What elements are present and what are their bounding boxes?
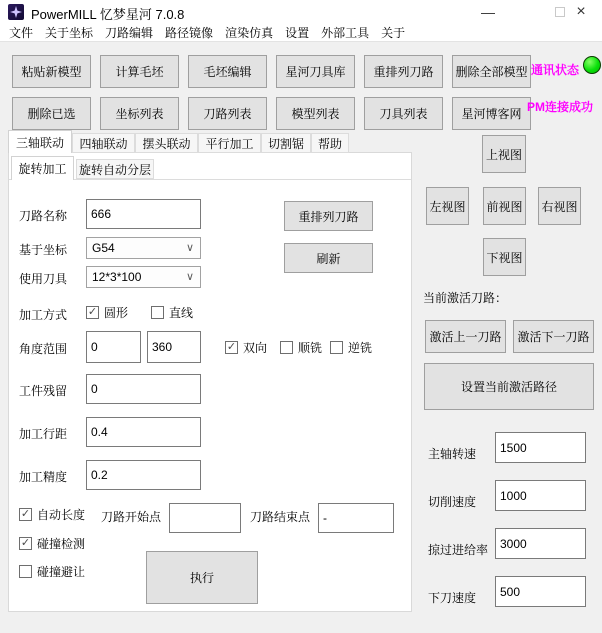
spindle-speed-label: 主轴转速: [428, 447, 477, 461]
tolerance-input[interactable]: [86, 460, 201, 490]
end-point-label: 刀路结束点: [250, 510, 311, 524]
checkbox-icon: [19, 565, 32, 578]
bidirectional-checkbox[interactable]: [225, 339, 267, 356]
spindle-speed-input[interactable]: [495, 432, 586, 463]
minimize-button[interactable]: [476, 0, 500, 24]
paste-new-model-button[interactable]: 粘贴新模型: [12, 55, 91, 88]
tab-content-panel: [8, 152, 412, 612]
stock-edit-button[interactable]: 毛坯编辑: [188, 55, 267, 88]
maximize-icon: [555, 7, 565, 17]
activate-next-toolpath-button[interactable]: 激活下一刀路: [513, 320, 594, 353]
model-list-button[interactable]: 模型列表: [276, 97, 355, 130]
checkbox-icon: [330, 341, 343, 354]
checkbox-icon: [151, 306, 164, 319]
mode-line-checkbox[interactable]: [151, 304, 193, 321]
mode-circle-checkbox[interactable]: [86, 304, 128, 321]
skim-feed-input[interactable]: [495, 528, 586, 559]
menu-coords[interactable]: 关于坐标: [45, 26, 94, 40]
conventional-mill-label: 逆铣: [348, 341, 373, 355]
title-bar: [0, 0, 602, 24]
skim-feed-label: 掠过进给率: [428, 543, 489, 557]
view-top-button[interactable]: 上视图: [482, 135, 526, 173]
mode-circle-label: 圆形: [104, 306, 129, 320]
toolpath-name-label: 刀路名称: [19, 209, 68, 223]
tab-parallel[interactable]: 平行加工: [198, 133, 261, 153]
checkbox-icon: ✓: [87, 306, 98, 318]
subtab-rotary[interactable]: 旋转加工: [11, 156, 74, 180]
execute-button[interactable]: 执行: [146, 551, 258, 604]
plunge-speed-input[interactable]: [495, 576, 586, 607]
toolpath-name-input[interactable]: [86, 199, 201, 229]
end-point-input[interactable]: [318, 503, 394, 533]
climb-mill-checkbox[interactable]: [280, 339, 322, 356]
star-icon: [10, 6, 22, 18]
coord-label: 基于坐标: [19, 243, 68, 257]
angle-range-label: 角度范围: [19, 342, 68, 356]
tab-cutsaw[interactable]: 切割锯: [261, 133, 311, 153]
subtab-rotary-auto-layer[interactable]: 旋转自动分层: [76, 159, 154, 179]
angle-to-input[interactable]: [147, 331, 201, 363]
collision-detect-checkbox[interactable]: [19, 535, 85, 552]
menu-external-tools[interactable]: 外部工具: [321, 26, 370, 40]
menu-render-sim[interactable]: 渲染仿真: [225, 26, 274, 40]
menu-path-mirror[interactable]: 路径镜像: [165, 26, 214, 40]
toolpath-list-button[interactable]: 刀路列表: [188, 97, 267, 130]
collision-detect-label: 碰撞检测: [37, 537, 86, 551]
reorder-toolpath-button[interactable]: 重排列刀路: [284, 201, 373, 231]
chevron-down-icon: ∨: [185, 242, 194, 254]
view-bottom-button[interactable]: 下视图: [483, 238, 526, 276]
set-active-path-button[interactable]: 设置当前激活路径: [424, 363, 594, 410]
tab-4axis[interactable]: 四轴联动: [72, 133, 135, 153]
menu-file[interactable]: 文件: [9, 26, 34, 40]
checkbox-icon: ✓: [20, 537, 31, 549]
delete-all-models-button[interactable]: 删除全部模型: [452, 55, 531, 88]
climb-mill-label: 顺铣: [298, 341, 323, 355]
chevron-down-icon: ∨: [185, 271, 194, 283]
checkbox-icon: ✓: [20, 508, 31, 520]
bidirectional-label: 双向: [243, 341, 268, 355]
plunge-speed-label: 下刀速度: [428, 591, 477, 605]
menu-settings[interactable]: 设置: [285, 26, 310, 40]
tool-list-button[interactable]: 刀具列表: [364, 97, 443, 130]
close-icon: ×: [576, 3, 586, 20]
menu-toolpath-edit[interactable]: 刀路编辑: [105, 26, 154, 40]
auto-length-checkbox[interactable]: [19, 506, 85, 523]
tab-3axis[interactable]: 三轴联动: [8, 130, 72, 153]
menu-bar: [0, 24, 602, 42]
calc-stock-button[interactable]: 计算毛坯: [100, 55, 179, 88]
menu-about[interactable]: 关于: [381, 26, 406, 40]
start-point-input[interactable]: [169, 503, 241, 533]
reorder-toolpaths-button[interactable]: 重排列刀路: [364, 55, 443, 88]
comm-status-label: 通讯状态: [531, 63, 580, 77]
coord-list-button[interactable]: 坐标列表: [100, 97, 179, 130]
checkbox-icon: [280, 341, 293, 354]
stock-input[interactable]: [86, 374, 201, 404]
blog-button[interactable]: 星河博客网: [452, 97, 531, 130]
tool-select[interactable]: [86, 266, 201, 288]
close-button[interactable]: [569, 0, 593, 24]
tool-value: 12*3*100: [92, 270, 142, 284]
coord-value: G54: [92, 241, 115, 255]
collision-avoid-checkbox[interactable]: [19, 563, 85, 580]
checkbox-icon: ✓: [226, 341, 237, 353]
stepover-label: 加工行距: [19, 427, 68, 441]
refresh-button[interactable]: 刷新: [284, 243, 373, 273]
active-toolpath-label: 当前激活刀路：: [423, 291, 508, 305]
cutting-speed-label: 切削速度: [428, 495, 477, 509]
view-front-button[interactable]: 前视图: [483, 187, 526, 225]
collision-avoid-label: 碰撞避让: [37, 565, 86, 579]
mode-label: 加工方式: [19, 308, 68, 322]
delete-selected-button[interactable]: 删除已选: [12, 97, 91, 130]
view-right-button[interactable]: 右视图: [538, 187, 581, 225]
tab-help[interactable]: 帮助: [311, 133, 349, 153]
tab-swivel[interactable]: 摆头联动: [135, 133, 198, 153]
mode-line-label: 直线: [169, 306, 194, 320]
app-icon: [8, 4, 24, 20]
pm-connect-status-label: PM连接成功: [527, 100, 594, 114]
start-point-label: 刀路开始点: [101, 510, 162, 524]
window-title: PowerMILL 忆梦星河 7.0.8: [31, 7, 185, 22]
tolerance-label: 加工精度: [19, 470, 68, 484]
auto-length-label: 自动长度: [37, 508, 86, 522]
comm-status-indicator: [583, 56, 601, 74]
coord-select[interactable]: [86, 237, 201, 259]
conventional-mill-checkbox[interactable]: [330, 339, 372, 356]
view-left-button[interactable]: 左视图: [426, 187, 469, 225]
tool-label: 使用刀具: [19, 272, 68, 286]
angle-from-input[interactable]: [86, 331, 141, 363]
stock-label: 工件残留: [19, 384, 68, 398]
stepover-input[interactable]: [86, 417, 201, 447]
minimize-icon: —: [481, 4, 495, 20]
activate-prev-toolpath-button[interactable]: 激活上一刀路: [425, 320, 506, 353]
cutting-speed-input[interactable]: [495, 480, 586, 511]
tool-library-button[interactable]: 星河刀具库: [276, 55, 355, 88]
